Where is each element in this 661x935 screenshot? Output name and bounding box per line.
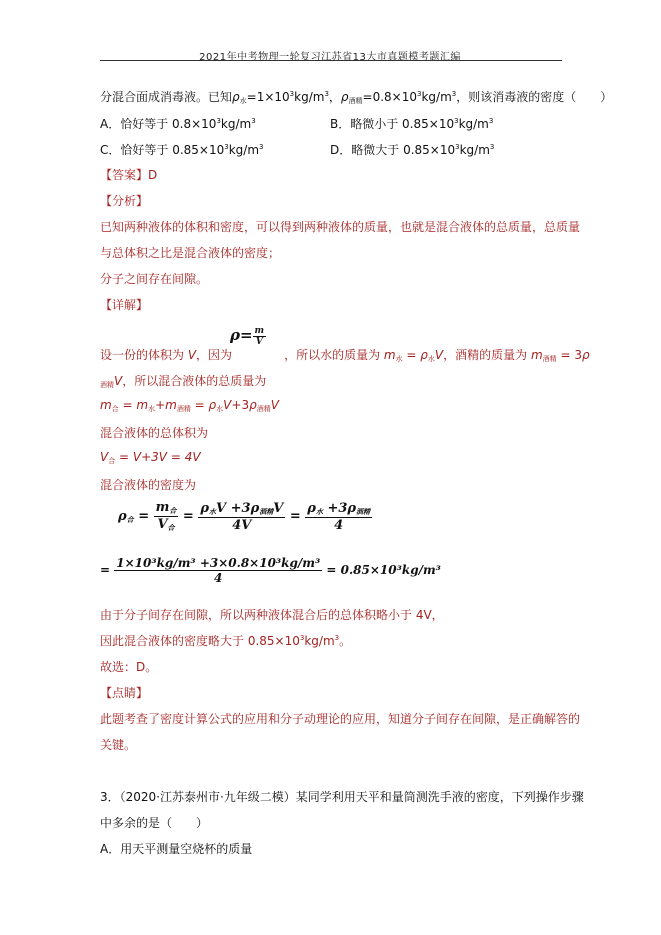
comment-line-1: 此题考查了密度计算公式的应用和分子动理论的应用，知道分子间存在间隙，是正确解答的 — [100, 712, 581, 726]
analysis-label: 【分析】 — [100, 194, 149, 208]
detail-step-7: 故选：D。 — [100, 660, 158, 674]
total-mass-expr: $m_合 = m_水+m_{酒精} = \rho_水V+3\rho_{酒精}V$ — [100, 398, 279, 413]
detail-step-1: 设一份的体积为 V，因为 ，所以水的质量为 $m_水 = \rho_水V$，酒精的质量为 $m_{酒精} = 3\rho$ — [100, 348, 590, 363]
next-question-line-2: 中多余的是（ ） — [100, 816, 209, 830]
detail-step-4: 混合液体的密度为 — [100, 478, 197, 492]
total-volume-expr: $V_合 = V+3V = 4V$ — [100, 450, 201, 465]
next-question-option-a: A．用天平测量空烧杯的质量 — [100, 842, 253, 856]
question-stem: 分混合面成消毒液。已知$\rho_水=1\times 10^3kg/m^3$，$\rho_{酒精}=0.8\times 10^3kg/m^3$，则该消毒液的密度（ ） — [100, 90, 613, 105]
detail-step-5: 由于分子间存在间隙，所以两种液体混合后的总体积略小于 4V， — [100, 608, 444, 622]
density-equation-2: = $\frac{\text{1×10³kg/m³ +3×0.8×10³kg/m³}}{4}$ = 0.85×10³kg/m³ — [100, 556, 441, 585]
analysis-line-1: 已知两种液体的体积和密度，可以得到两种液体的质量，也就是混合液体的总质量，总质量 — [100, 220, 581, 234]
option-a: A．恰好等于 $0.8\times 10^3kg/m^3$ — [100, 117, 256, 131]
header-rule — [100, 60, 562, 61]
analysis-line-3: 分子之间存在间隙。 — [100, 272, 209, 286]
detail-step-3: 混合液体的总体积为 — [100, 426, 209, 440]
page-header: 2021年中考物理一轮复习江苏省13大市真题模考题汇编 — [199, 52, 461, 63]
option-d: D．略微大于 $0.85\times 10^3kg/m^3$ — [330, 143, 495, 157]
detail-step-6: 因此混合液体的密度略大于 $0.85\times 10^3kg/m^3$。 — [100, 634, 352, 648]
density-formula: ρ= $\frac{m}{V}$ — [230, 326, 265, 347]
comment-line-2: 关键。 — [100, 738, 137, 752]
answer-value: D — [148, 168, 158, 182]
comment-label: 【点睛】 — [100, 686, 149, 700]
option-b: B．略微小于 $0.85\times 10^3kg/m^3$ — [330, 117, 494, 131]
option-c: C．恰好等于 $0.85\times 10^3kg/m^3$ — [100, 143, 264, 157]
density-equation-1: $\rho_合$ = $\frac{m_合}{V_合}$ = $\frac{\rho_水V +3\rho_{酒精}V}{4V}$ = $\frac{\rho_水 +3\rho_{酒精}}{4}$ — [118, 500, 371, 533]
answer-label: 【答案】 — [100, 168, 149, 182]
next-question-line-1: 3．（2020·江苏泰州市·九年级二模）某同学利用天平和量筒测洗手液的密度，下列操作步骤 — [100, 790, 584, 804]
analysis-line-2: 与总体积之比是混合液体的密度； — [100, 246, 281, 260]
detail-step-1b: $_{酒精}$V，所以混合液体的总质量为 — [100, 374, 267, 389]
answer-line — [100, 166, 157, 183]
detail-label: 【详解】 — [100, 298, 149, 312]
